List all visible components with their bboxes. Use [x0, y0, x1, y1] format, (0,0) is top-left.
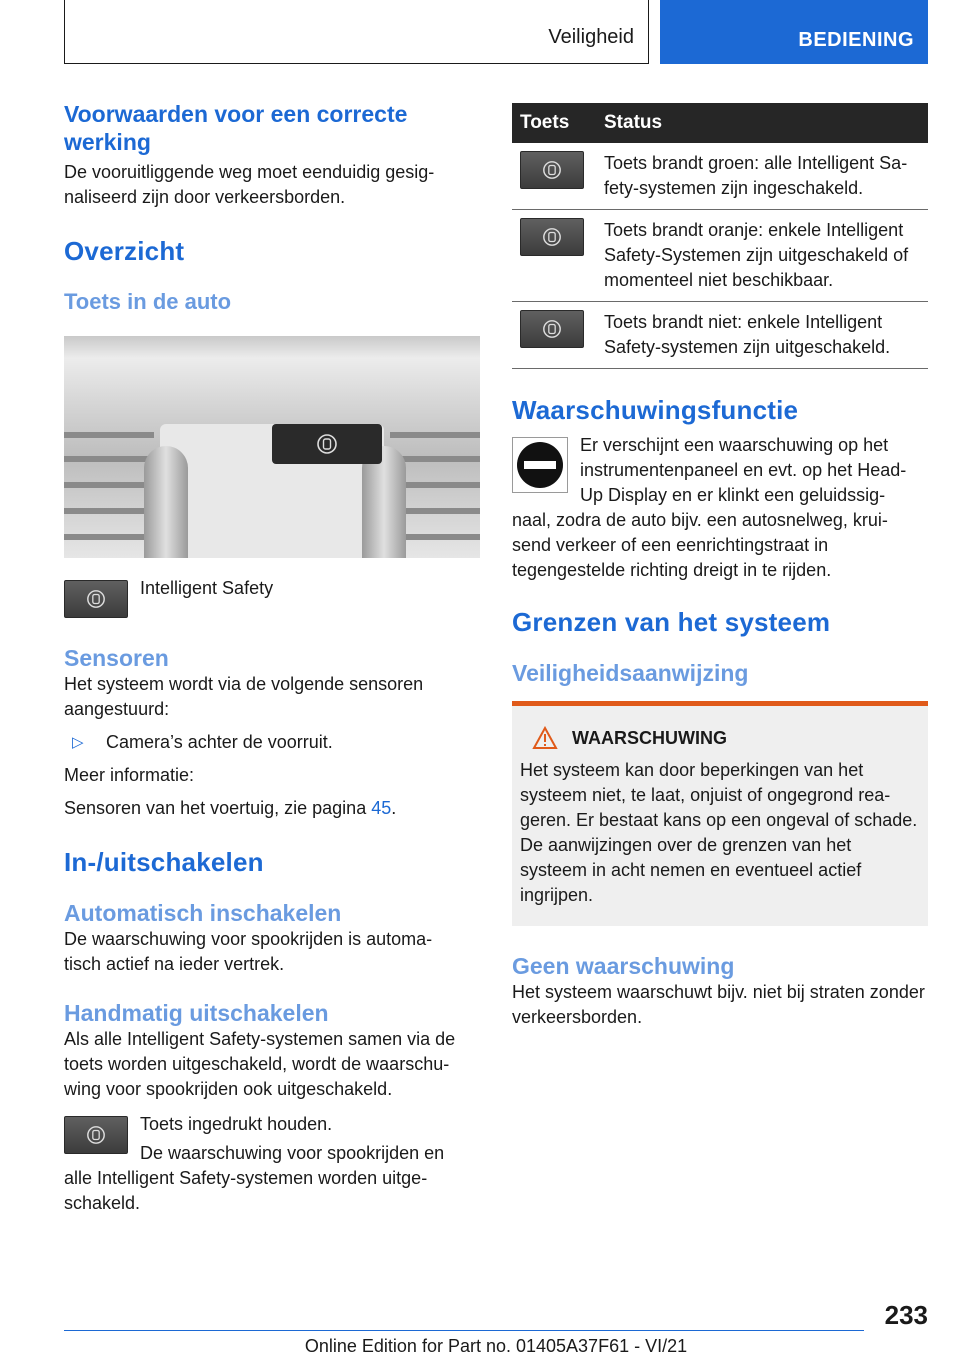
warning-title: WAARSCHUWING: [520, 726, 920, 750]
edition-footer: Online Edition for Part no. 01405A37F61 - VI/21: [304, 1336, 688, 1356]
paragraph-no-warning: Het systeem waarschuwt bijv. niet bij straten zonder verkeersborden.: [512, 982, 925, 1027]
paragraph-manual-off: Als alle Intelligent Safety-systemen samen via de toets worden uitgeschakeld, wordt de waarschu- wing voor spookrijden ook uitgeschakeld.: [64, 1029, 456, 1099]
column-header-key: Toets: [512, 103, 596, 143]
page-link[interactable]: 45: [371, 798, 392, 818]
table-row: [512, 302, 928, 369]
intelligent-safety-button: [272, 424, 382, 464]
table-row: [512, 210, 928, 302]
intelligent-safety-key-icon: [520, 218, 584, 256]
key-caption: Intelligent Safety: [140, 578, 274, 598]
key-hold-row: [64, 1116, 480, 1166]
more-info-label: Meer informatie:: [64, 765, 195, 785]
triangle-bullet-icon: ▷: [72, 734, 84, 751]
chapter-title: BEDIENING: [798, 29, 914, 51]
heading-button-in-car: Toets in de auto: [64, 289, 232, 314]
paragraph-conditions: De vooruitliggende weg moet eenduidig gesig- naliseerd zijn door verkeersborden.: [64, 162, 435, 207]
paragraph-sensors: Het systeem wordt via de volgende sensoren aangestuurd:: [64, 674, 424, 719]
intelligent-safety-key-icon: [64, 580, 128, 618]
key-status-table: [512, 103, 928, 369]
heading-no-warning: Geen waarschuwing: [512, 953, 735, 979]
key-hold-result-a: De waarschuwing voor spookrijden en: [140, 1143, 445, 1163]
section-title: Veiligheid: [548, 26, 634, 48]
intelligent-safety-key-icon: [64, 1116, 128, 1154]
sensor-list: [64, 730, 480, 755]
sensor-reference: Sensoren van het voertuig, zie pagina 45.: [64, 798, 397, 818]
heading-safety-note: Veiligheidsaanwijzing: [512, 660, 749, 686]
heading-warning-function: Waarschuwingsfunctie: [512, 395, 799, 425]
page-number: 233: [884, 1300, 928, 1330]
chapter-tab[interactable]: [660, 0, 928, 64]
key-hold-instruction: Toets ingedrukt houden.: [140, 1114, 333, 1134]
heading-conditions: Voorwaarden voor een correcte werking: [64, 101, 408, 155]
table-row: [512, 143, 928, 210]
status-cell: Toets brandt niet: enkele Intelligent Safety-systemen zijn uitgeschakeld.: [596, 302, 928, 369]
key-hold-result-b: alle Intelligent Safety-systemen worden uitge- schakeld.: [64, 1168, 428, 1213]
status-cell: Toets brandt groen: alle Intelligent Sa- fety-systemen zijn ingeschakeld.: [596, 143, 928, 210]
heading-system-limits: Grenzen van het systeem: [512, 607, 831, 637]
heading-manual-off: Handmatig uitschakelen: [64, 1000, 329, 1026]
paragraph-auto-on: De waarschuwing voor spookrijden is automa- tisch actief na ieder vertrek.: [64, 929, 433, 974]
warning-triangle-icon: [532, 726, 558, 750]
heading-auto-on: Automatisch inschakelen: [64, 900, 342, 926]
dashboard-photo: [64, 336, 480, 558]
paragraph-warning-function: Er verschijnt een waarschuwing op het instrumentenpaneel en evt. op het Head- Up Display en er klinkt een geluidssig- naal, zodra de auto bijv. een autosnelweg, krui- send verkeer of een eenrichtingstraat in tegengestelde richting dreigt in te rijden.: [512, 435, 907, 580]
no-entry-icon: [512, 437, 568, 493]
left-column: [64, 100, 480, 1216]
list-item: ▷ Camera’s achter de voorruit.: [64, 730, 480, 755]
column-header-status: Status: [596, 103, 928, 143]
footer-divider: [64, 1330, 864, 1331]
status-cell: Toets brandt oranje: enkele Intelligent Safety-Systemen zijn uitgeschakeld of momenteel niet beschikbaar.: [596, 210, 928, 302]
warning-text: Het systeem kan door beperkingen van het systeem niet, te laat, onjuist of ongegrond rea- geren. Er bestaat kans op een ongeval of schade. De aanwijzingen over de grenzen van het systeem in acht nemen en eventueel actief ingrijpen.: [520, 760, 918, 905]
heading-on-off: In-/uitschakelen: [64, 847, 264, 877]
heading-overview: Overzicht: [64, 236, 185, 266]
warning-function-block: [512, 433, 928, 583]
intelligent-safety-key-icon: [520, 310, 584, 348]
right-column: [512, 103, 928, 1030]
intelligent-safety-key-icon: [520, 151, 584, 189]
warning-box: [512, 701, 928, 926]
heading-sensors: Sensoren: [64, 645, 169, 671]
header-section-box: [64, 0, 649, 64]
intelligent-safety-icon: [316, 433, 338, 455]
key-caption-row: [64, 580, 480, 618]
